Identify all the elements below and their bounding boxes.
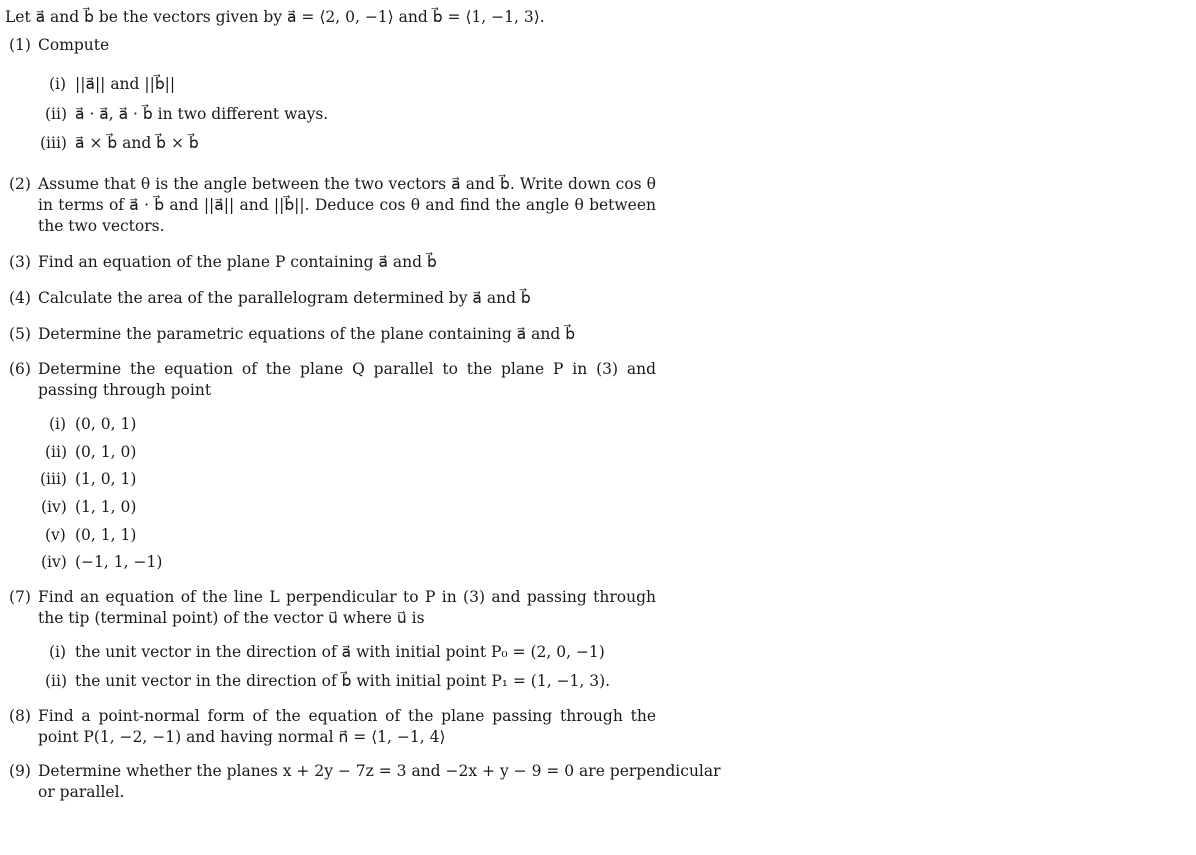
problem-8-text: Find a point-normal form of the equation of the plane passing through the point P(1, −2, −1) and having normal n⃗ = ⟨1, −1, 4⟩ bbox=[38, 707, 656, 746]
problem-3-number: (3) bbox=[9, 253, 31, 271]
problem-6-text: Determine the equation of the plane Q parallel to the plane P in (3) and passing through point bbox=[38, 360, 656, 399]
problem-7-text: Find an equation of the line L perpendicular to P in (3) and passing through the tip (terminal point) of the vector u⃗ where u⃗ is bbox=[38, 588, 656, 627]
problem-7-sub-i-label: (i) bbox=[49, 643, 67, 661]
problem-6-sub-label: (iii) bbox=[40, 470, 67, 488]
problem-6-sub-point: (1, 0, 1) bbox=[75, 470, 137, 488]
problem-6-sub-label: (iv) bbox=[41, 553, 67, 571]
problem-1-text: Compute bbox=[38, 36, 110, 54]
problem-1-sub-i-text: ||a⃗|| and ||b⃗|| bbox=[75, 75, 176, 93]
problem-7-sub-i-text: the unit vector in the direction of a⃗ with initial point P₀ = (2, 0, −1) bbox=[75, 643, 605, 661]
problem-1-sub-iii-label: (iii) bbox=[40, 134, 67, 152]
problem-2-text: Assume that θ is the angle between the two vectors a⃗ and b⃗. Write down cos θ in terms of a⃗ · b⃗ and ||a⃗|| and ||b⃗||. Deduce cos θ and find the angle θ between the two vectors. bbox=[38, 175, 656, 235]
problem-4-number: (4) bbox=[9, 289, 31, 307]
problem-5-number: (5) bbox=[9, 325, 31, 343]
problem-1-sub-ii-label: (ii) bbox=[45, 105, 68, 123]
problem-7-number: (7) bbox=[9, 588, 31, 606]
problem-6-sub-point: (−1, 1, −1) bbox=[75, 553, 163, 571]
problem-6-sub-point: (1, 1, 0) bbox=[75, 498, 137, 516]
problem-8-number: (8) bbox=[9, 707, 31, 725]
problem-9-text: Determine whether the planes x + 2y − 7z = 3 and −2x + y − 9 = 0 are perpendicular bbox=[38, 762, 721, 780]
problem-6-sub-label: (iv) bbox=[41, 498, 67, 516]
problem-1-number: (1) bbox=[9, 36, 31, 54]
problem-9-continuation-text: or parallel. bbox=[38, 783, 125, 801]
problem-6-sub-label: (ii) bbox=[45, 443, 68, 461]
problem-6-sub-point: (0, 1, 0) bbox=[75, 443, 137, 461]
problem-6-sub-label: (i) bbox=[49, 415, 67, 433]
problem-4-text: Calculate the area of the parallelogram determined by a⃗ and b⃗ bbox=[38, 289, 531, 307]
problem-6-sub-point: (0, 0, 1) bbox=[75, 415, 137, 433]
problem-5-text: Determine the parametric equations of the plane containing a⃗ and b⃗ bbox=[38, 325, 576, 343]
problem-7-sub-ii-label: (ii) bbox=[45, 672, 68, 690]
problem-1-sub-ii-text: a⃗ · a⃗, a⃗ · b⃗ in two different ways. bbox=[75, 105, 329, 123]
problem-9-number: (9) bbox=[9, 762, 31, 780]
problem-6-number: (6) bbox=[9, 360, 31, 378]
problem-1-sub-i-label: (i) bbox=[49, 75, 67, 93]
problem-7-sub-ii-text: the unit vector in the direction of b⃗ with initial point P₁ = (1, −1, 3). bbox=[75, 672, 611, 690]
problem-1-sub-iii-text: a⃗ × b⃗ and b⃗ × b⃗ bbox=[75, 134, 199, 152]
problem-6-sub-point: (0, 1, 1) bbox=[75, 526, 137, 544]
problem-6-sub-label: (v) bbox=[45, 526, 66, 544]
problem-3-text: Find an equation of the plane P containing a⃗ and b⃗ bbox=[38, 253, 437, 271]
intro-text: Let a⃗ and b⃗ be the vectors given by a⃗ = ⟨2, 0, −1⟩ and b⃗ = ⟨1, −1, 3⟩. bbox=[5, 8, 545, 26]
problem-2-number: (2) bbox=[9, 175, 31, 193]
